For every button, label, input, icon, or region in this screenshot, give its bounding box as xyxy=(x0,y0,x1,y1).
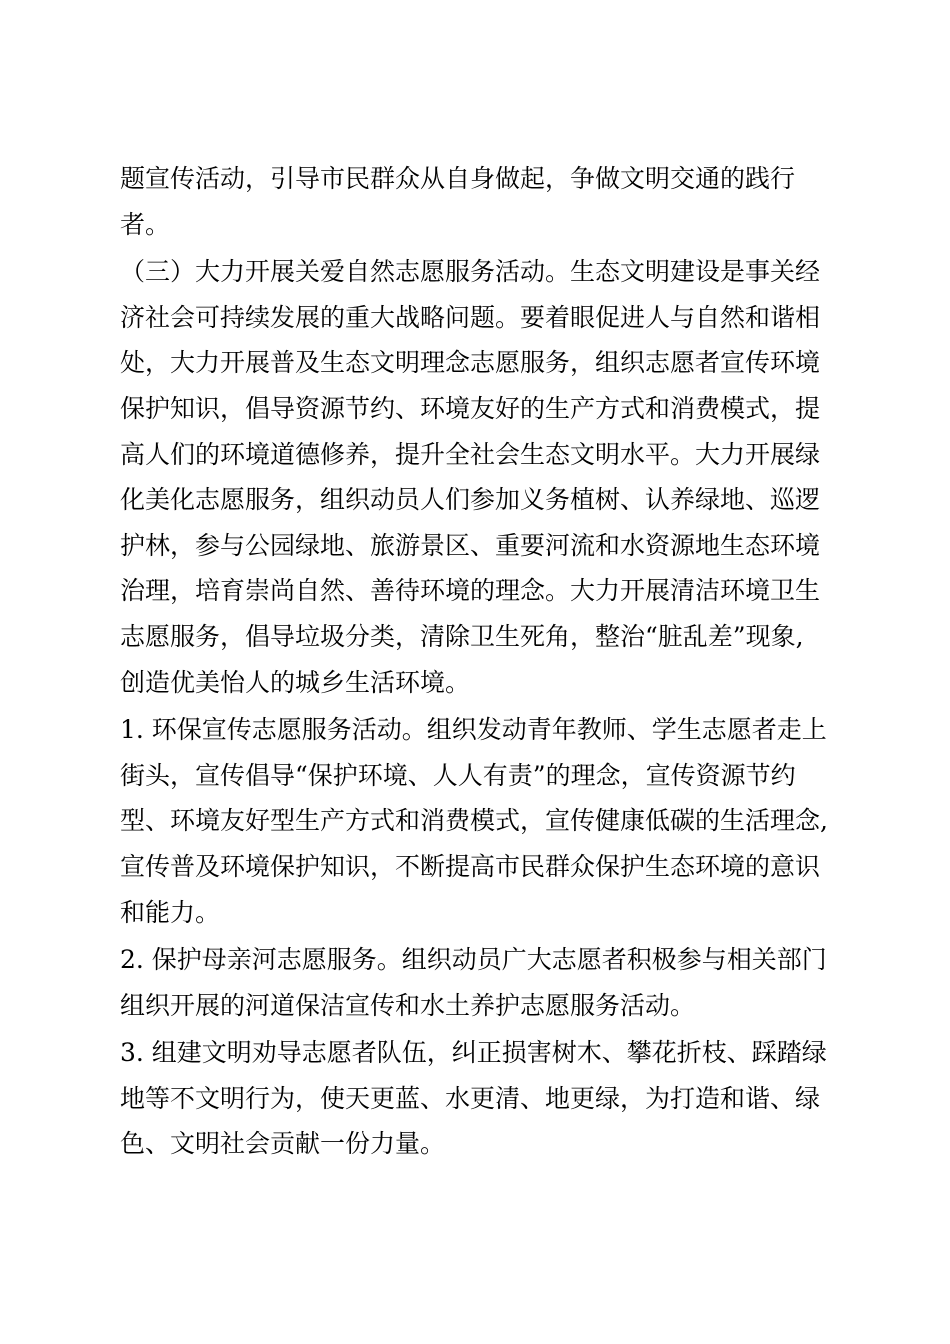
paragraph-item-3: 3. 组建文明劝导志愿者队伍，纠正损害树木、攀花折枝、踩踏绿地等不文明行为，使天更蓝、水更清、地更绿，为打造和谐、绿色、文明社会贡献一份力量。 xyxy=(120,1038,827,1159)
paragraph-continuation: 题宣传活动，引导市民群众从自身做起，争做文明交通的践行者。 xyxy=(120,164,796,239)
paragraph-item-2: 2. 保护母亲河志愿服务。组织动员广大志愿者积极参与相关部门组织开展的河道保洁宣传和水土养护志愿服务活动。 xyxy=(120,945,827,1020)
paragraph-item-1: 1. 环保宣传志愿服务活动。组织发动青年教师、学生志愿者走上街头，宣传倡导“保护环境、人人有责”的理念，宣传资源节约型、环境友好型生产方式和消费模式，宣传健康低碳的生活理念, 宣传普及环境保护知识，不断提高市民群众保护生态环境的意识和能力。 xyxy=(120,715,828,927)
paragraph-section-three: （三）大力开展关爱自然志愿服务活动。生态文明建设是事关经济社会可持续发展的重大战略问题。要着眼促进人与自然和谐相处，大力开展普及生态文明理念志愿服务，组织志愿者宣传环境保护知识，倡导资源节约、环境友好的生产方式和消费模式，提高人们的环境道德修养，提升全社会生态文明水平。大力开展绿化美化志愿服务，组织动员人们参加义务植树、认养绿地、巡逻护林，参与公园绿地、旅游景区、重要河流和水资源地生态环境治理，培育崇尚自然、善待环境的理念。大力开展清洁环境卫生志愿服务，倡导垃圾分类，清除卫生死角，整治“脏乱差”现象, 创造优美怡人的城乡生活环境。 xyxy=(120,257,821,697)
document-body xyxy=(120,156,832,1167)
